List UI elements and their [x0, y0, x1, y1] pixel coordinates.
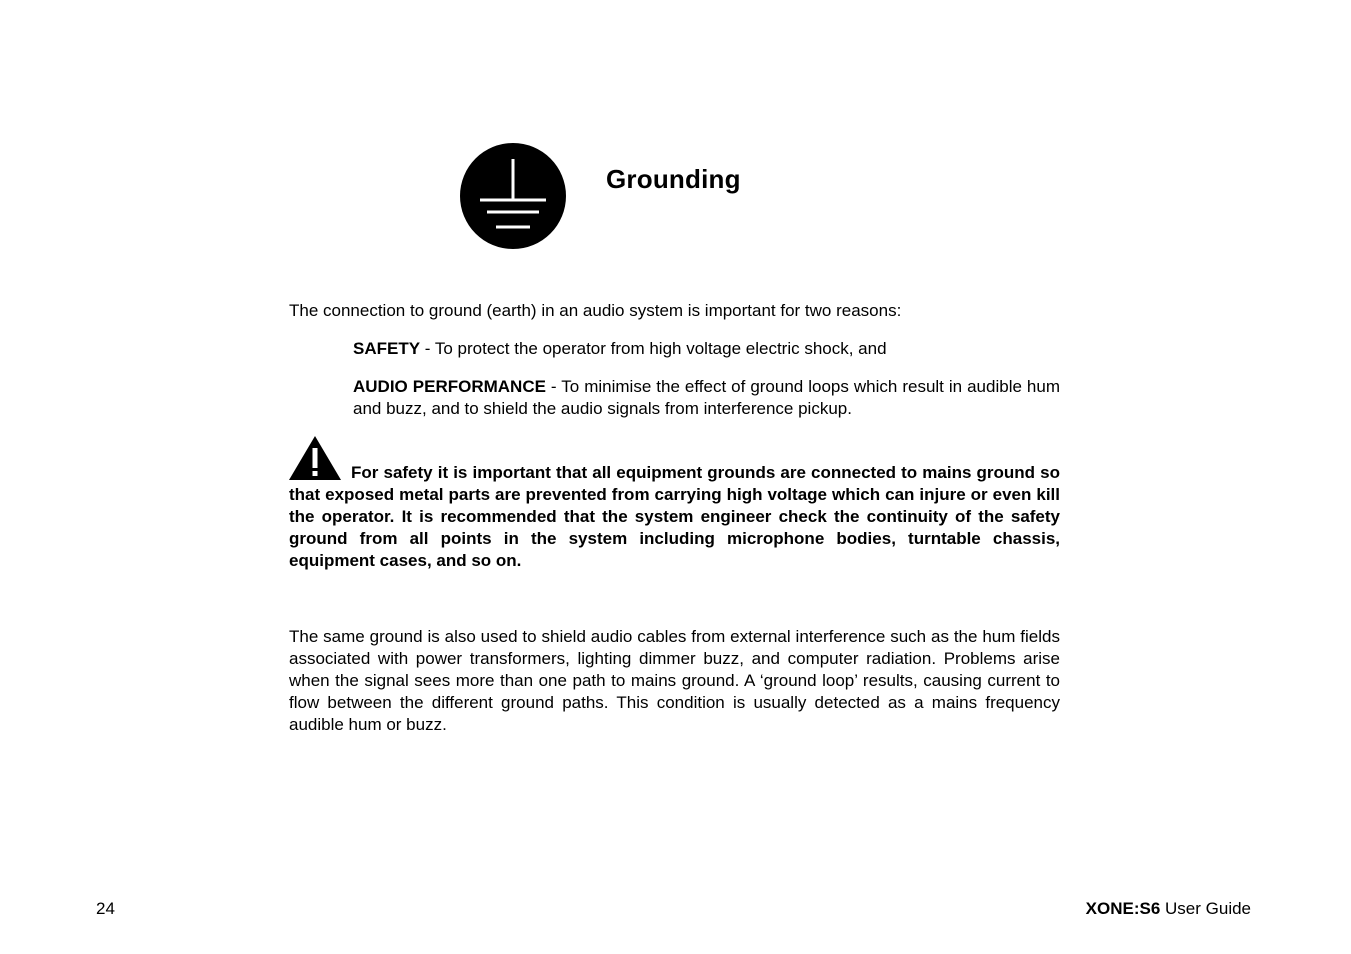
reason-safety-text: - To protect the operator from high voltage electric shock, and	[420, 339, 887, 358]
reason-audio-text: - To minimise the effect of ground loops which result in audible hum and buzz, and to shield the audio signals from interference pickup.	[353, 377, 1060, 418]
reason-safety	[353, 338, 1060, 360]
intro-paragraph: The connection to ground (earth) in an audio system is important for two reasons:	[289, 301, 902, 320]
ground-symbol-icon	[460, 143, 566, 249]
closing-paragraph: The same ground is also used to shield audio cables from external interference such as the hum fields associated with power transformers, lighting dimmer buzz, and computer radiation. Problems arise when the signal sees more than one path to mains ground. A ‘ground loop’ results, causing current to flow between the different ground paths. This condition is usually detected as a mains frequency audible hum or buzz.	[289, 627, 1060, 734]
page-number: 24	[96, 899, 115, 918]
footer-guide-title	[1086, 899, 1251, 919]
reason-audio-label: AUDIO PERFORMANCE	[353, 377, 546, 396]
reason-audio-performance	[353, 376, 1060, 420]
warning-triangle-icon	[289, 436, 341, 480]
page-title: Grounding	[606, 164, 741, 194]
reason-safety-label: SAFETY	[353, 339, 421, 358]
footer-brand: XONE:S6	[1085, 899, 1161, 918]
safety-warning	[289, 436, 1060, 572]
safety-warning-text: For safety it is important that all equipment grounds are connected to mains ground so that exposed metal parts are prevented from carrying high voltage which can injure or even kill the operator. It is recommended that the system engineer check the continuity of the safety ground from all points in the system including microphone bodies, turntable chassis, equipment cases, and so on.	[289, 463, 1060, 570]
footer-guide-label: User Guide	[1160, 899, 1251, 918]
